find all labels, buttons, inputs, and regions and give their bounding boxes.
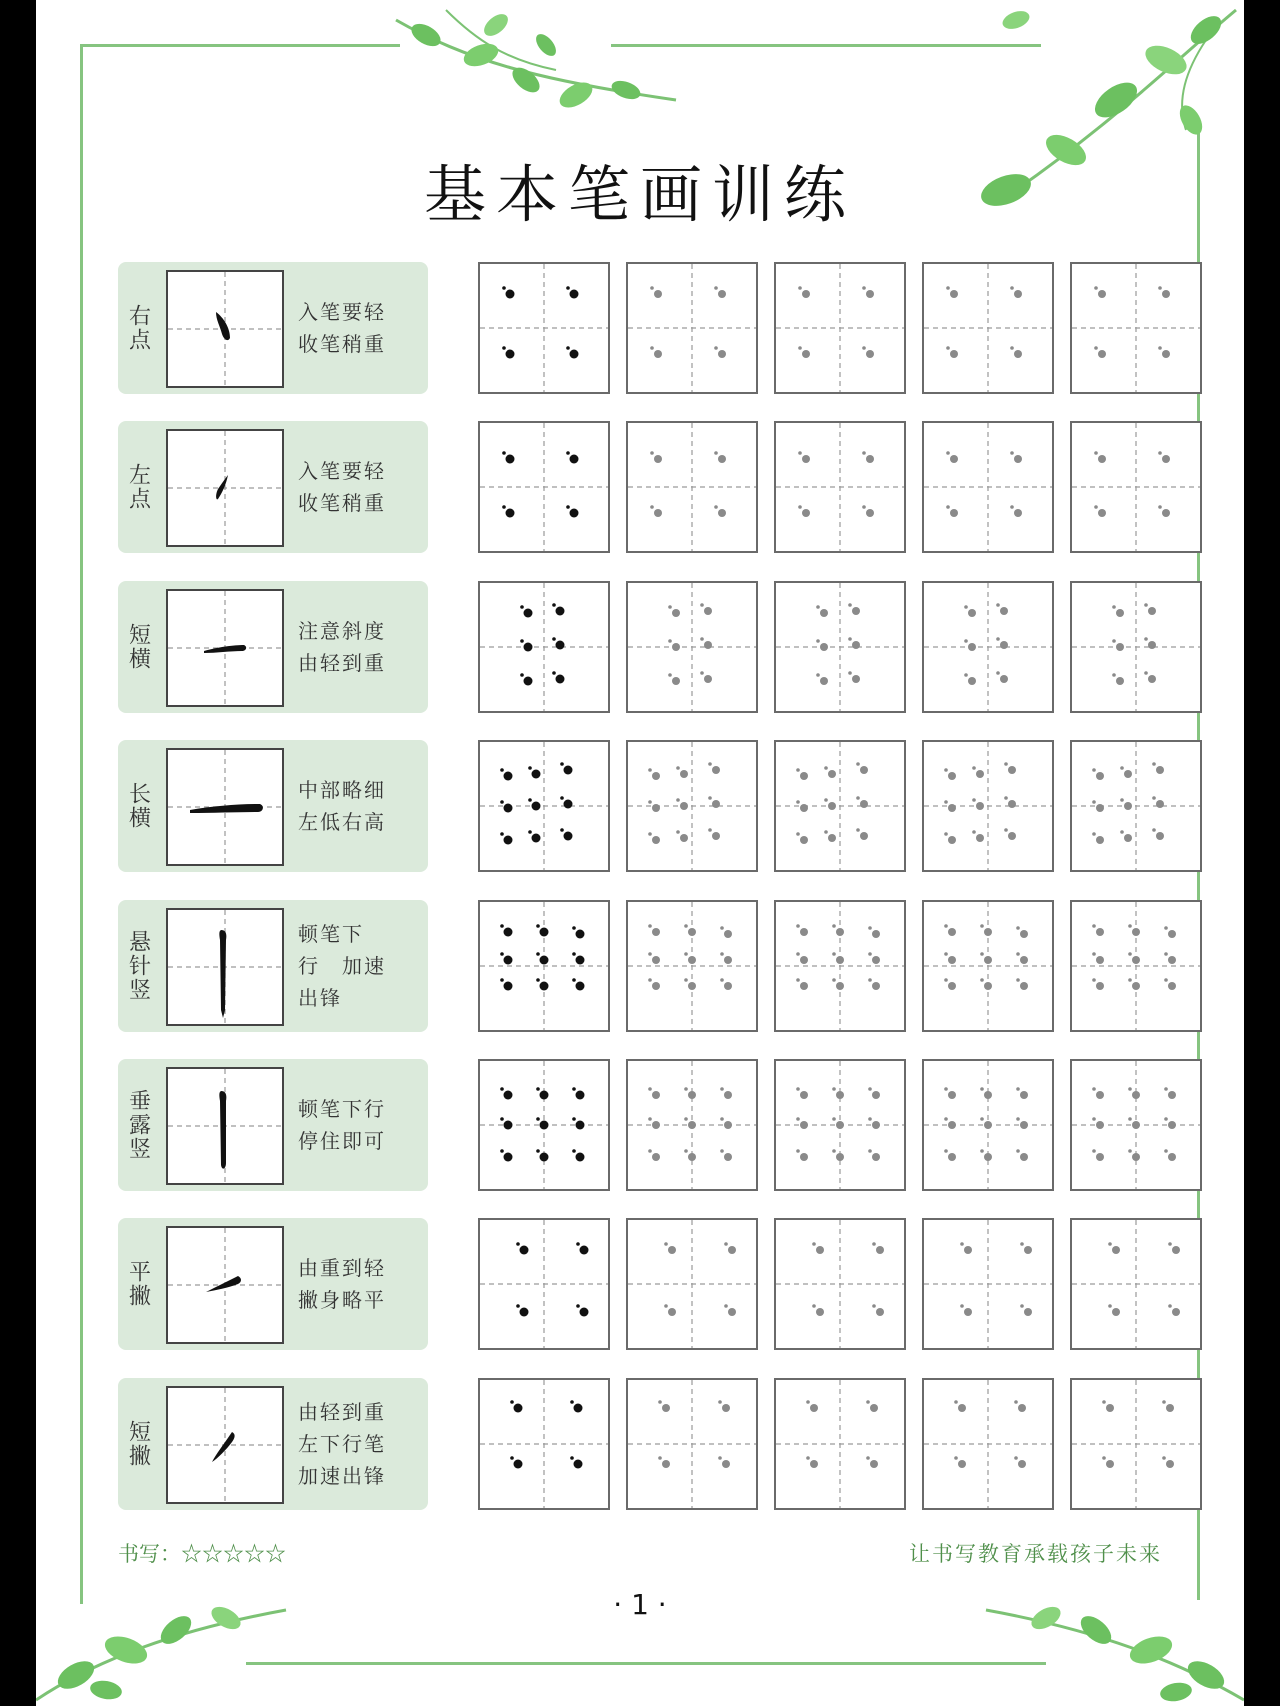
dot-guide-icon	[924, 902, 1052, 1030]
dew-drop-vertical-stroke-icon	[168, 1069, 282, 1183]
practice-grid-cell[interactable]	[626, 1378, 758, 1510]
practice-grid-cell[interactable]	[1070, 900, 1202, 1032]
stroke-example-box	[166, 1226, 284, 1344]
stroke-tip-line: 由重到轻	[298, 1256, 386, 1281]
stroke-tip	[298, 900, 423, 1032]
stroke-row	[118, 421, 1244, 553]
stroke-name: 平撇	[125, 1260, 151, 1309]
dot-guide-icon	[480, 742, 608, 870]
stroke-tip	[298, 421, 423, 553]
practice-grid-cell[interactable]	[922, 900, 1054, 1032]
stroke-tip-line: 出锋	[298, 985, 342, 1010]
dot-guide-icon	[628, 1220, 756, 1348]
dot-guide-icon	[776, 1380, 904, 1508]
stroke-tip-line: 入笔要轻	[298, 300, 386, 324]
stroke-tip-line: 收笔稍重	[298, 491, 386, 516]
practice-grid-cell[interactable]	[626, 1059, 758, 1191]
stroke-example-box	[166, 429, 284, 547]
dot-guide-icon	[628, 1380, 756, 1508]
practice-grid-cell[interactable]	[1070, 421, 1202, 553]
practice-grid-cell[interactable]	[626, 740, 758, 872]
worksheet-page	[36, 0, 1244, 1706]
practice-grid-cell[interactable]	[774, 1378, 906, 1510]
dot-guide-icon	[924, 1220, 1052, 1348]
practice-grid-cell[interactable]	[626, 1218, 758, 1350]
stroke-example-box	[166, 748, 284, 866]
dot-guide-icon	[480, 423, 608, 551]
stroke-label-panel	[118, 1378, 428, 1510]
stroke-tip-line: 左低右高	[298, 810, 386, 835]
page-title: 基本笔画训练	[423, 158, 856, 231]
stroke-tip-line: 行 加速	[298, 953, 386, 978]
dot-guide-icon	[924, 1061, 1052, 1189]
dot-guide-icon	[628, 423, 756, 551]
dot-guide-icon	[480, 264, 608, 392]
practice-grid-cell[interactable]	[774, 1218, 906, 1350]
stroke-example-box	[166, 1386, 284, 1504]
stroke-label-panel	[118, 581, 428, 713]
practice-grid-cell[interactable]	[774, 421, 906, 553]
practice-grid-cell[interactable]	[478, 1059, 610, 1191]
stroke-tip-line: 注意斜度	[298, 618, 386, 643]
practice-grid-cell[interactable]	[1070, 1059, 1202, 1191]
dot-guide-icon	[628, 264, 756, 392]
page-number: · 1 ·	[613, 1588, 667, 1621]
stroke-label-panel	[118, 740, 428, 872]
dot-guide-icon	[776, 1220, 904, 1348]
practice-grid-cell[interactable]	[922, 262, 1054, 394]
practice-grid-cell[interactable]	[478, 1378, 610, 1510]
stroke-row	[118, 262, 1244, 394]
practice-grid-cell[interactable]	[774, 900, 906, 1032]
practice-grid-cell[interactable]	[478, 900, 610, 1032]
long-horizontal-stroke-icon	[168, 750, 282, 864]
practice-grid-cell[interactable]	[922, 421, 1054, 553]
practice-grid-cell[interactable]	[1070, 1218, 1202, 1350]
stroke-tip-line: 入笔要轻	[298, 459, 386, 484]
dot-guide-icon	[776, 583, 904, 711]
dot-guide-icon	[480, 1061, 608, 1189]
practice-grid-cell[interactable]	[1070, 740, 1202, 872]
dot-guide-icon	[924, 583, 1052, 711]
stroke-tip-line: 顿笔下行	[298, 1097, 386, 1121]
stroke-name: 悬针竖	[125, 929, 151, 1002]
stroke-tip-line: 顿笔下	[298, 921, 364, 946]
stroke-tip-line: 左下行笔	[298, 1431, 386, 1456]
stroke-example-box	[166, 589, 284, 707]
practice-grid-cell[interactable]	[478, 581, 610, 713]
stroke-tip-line: 收笔稍重	[298, 332, 386, 356]
stroke-example-box	[166, 1067, 284, 1185]
stroke-tip-line: 由轻到重	[298, 650, 386, 675]
stroke-tip	[298, 1218, 423, 1350]
short-horizontal-stroke-icon	[168, 591, 282, 705]
stroke-tip	[298, 1378, 423, 1510]
practice-grid-cell[interactable]	[478, 421, 610, 553]
dot-guide-icon	[1072, 423, 1200, 551]
stroke-row	[118, 1218, 1244, 1350]
dot-guide-icon	[924, 742, 1052, 870]
dot-guide-icon	[1072, 1220, 1200, 1348]
stroke-tip	[298, 1059, 423, 1191]
dot-guide-icon	[776, 902, 904, 1030]
stroke-row	[118, 740, 1244, 872]
dot-guide-icon	[480, 583, 608, 711]
practice-grid-cell[interactable]	[626, 262, 758, 394]
practice-grid-cell[interactable]	[478, 262, 610, 394]
slogan: 让书写教育承载孩子未来	[909, 1542, 1162, 1566]
stroke-label-panel	[118, 421, 428, 553]
dot-guide-icon	[1072, 583, 1200, 711]
dot-guide-icon	[924, 423, 1052, 551]
stroke-tip	[298, 262, 423, 394]
frame-left-line	[80, 44, 83, 1604]
practice-grid-cell[interactable]	[922, 1218, 1054, 1350]
practice-grid-cell[interactable]	[922, 1059, 1054, 1191]
dot-guide-icon	[776, 742, 904, 870]
practice-grid-cell[interactable]	[774, 1059, 906, 1191]
practice-grid-cell[interactable]	[774, 740, 906, 872]
practice-grid-cell[interactable]	[922, 740, 1054, 872]
practice-grid-cell[interactable]	[626, 581, 758, 713]
stroke-tip-line: 中部略细	[298, 778, 386, 803]
practice-grid-cell[interactable]	[1070, 1378, 1202, 1510]
dot-guide-icon	[480, 1380, 608, 1508]
dot-guide-icon	[924, 1380, 1052, 1508]
stroke-tip	[298, 581, 423, 713]
stroke-tip	[298, 740, 423, 872]
flat-left-falling-stroke-icon	[168, 1228, 282, 1342]
dot-guide-icon	[480, 1220, 608, 1348]
dot-guide-icon	[776, 264, 904, 392]
rating-label: 书写：	[118, 1542, 181, 1566]
stroke-row	[118, 1059, 1244, 1191]
stroke-example-box	[166, 908, 284, 1026]
short-left-falling-stroke-icon	[168, 1388, 282, 1502]
practice-grid-cell[interactable]	[922, 581, 1054, 713]
dot-guide-icon	[1072, 1380, 1200, 1508]
dot-guide-icon	[628, 583, 756, 711]
left-dot-stroke-icon	[168, 431, 282, 545]
dot-guide-icon	[776, 423, 904, 551]
dot-guide-icon	[1072, 902, 1200, 1030]
dot-guide-icon	[776, 1061, 904, 1189]
dot-guide-icon	[628, 902, 756, 1030]
stroke-tip-line: 停住即可	[298, 1129, 386, 1153]
stroke-row	[118, 1378, 1244, 1510]
practice-grid-cell[interactable]	[774, 581, 906, 713]
stroke-row	[118, 900, 1244, 1032]
stroke-tip-line: 撇身略平	[298, 1288, 386, 1313]
hanging-needle-vertical-stroke-icon	[168, 910, 282, 1024]
dot-guide-icon	[480, 902, 608, 1030]
dot-guide-icon	[924, 264, 1052, 392]
stroke-tip-line: 加速出锋	[298, 1463, 386, 1488]
stroke-name: 右点	[125, 304, 151, 352]
rating	[118, 1538, 286, 1568]
dot-guide-icon	[1072, 1061, 1200, 1189]
stroke-label-panel	[118, 1059, 428, 1191]
right-dot-stroke-icon	[168, 272, 282, 386]
dot-guide-icon	[628, 1061, 756, 1189]
stroke-tip-line: 由轻到重	[298, 1399, 386, 1424]
stroke-label-panel	[118, 262, 428, 394]
dot-guide-icon	[1072, 742, 1200, 870]
dot-guide-icon	[628, 742, 756, 870]
stroke-example-box	[166, 270, 284, 388]
practice-grid-cell[interactable]	[626, 900, 758, 1032]
stroke-row	[118, 581, 1244, 713]
rating-stars[interactable]: ☆☆☆☆☆	[181, 1542, 286, 1566]
stroke-name: 短横	[125, 622, 151, 671]
frame-top-left-line	[80, 44, 400, 47]
vine-leaf-icon	[386, 0, 686, 130]
practice-grid-cell[interactable]	[922, 1378, 1054, 1510]
stroke-label-panel	[118, 900, 428, 1032]
practice-grid-cell[interactable]	[478, 1218, 610, 1350]
stroke-name: 短撇	[125, 1419, 151, 1468]
practice-grid-cell[interactable]	[1070, 262, 1202, 394]
stroke-name: 长横	[125, 782, 151, 831]
dot-guide-icon	[1072, 264, 1200, 392]
stroke-name: 左点	[125, 463, 151, 512]
stroke-label-panel	[118, 1218, 428, 1350]
practice-grid-cell[interactable]	[626, 421, 758, 553]
stroke-name: 垂露竖	[125, 1089, 151, 1161]
practice-grid-cell[interactable]	[478, 740, 610, 872]
practice-grid-cell[interactable]	[1070, 581, 1202, 713]
frame-bottom-line	[246, 1662, 1046, 1665]
practice-grid-cell[interactable]	[774, 262, 906, 394]
